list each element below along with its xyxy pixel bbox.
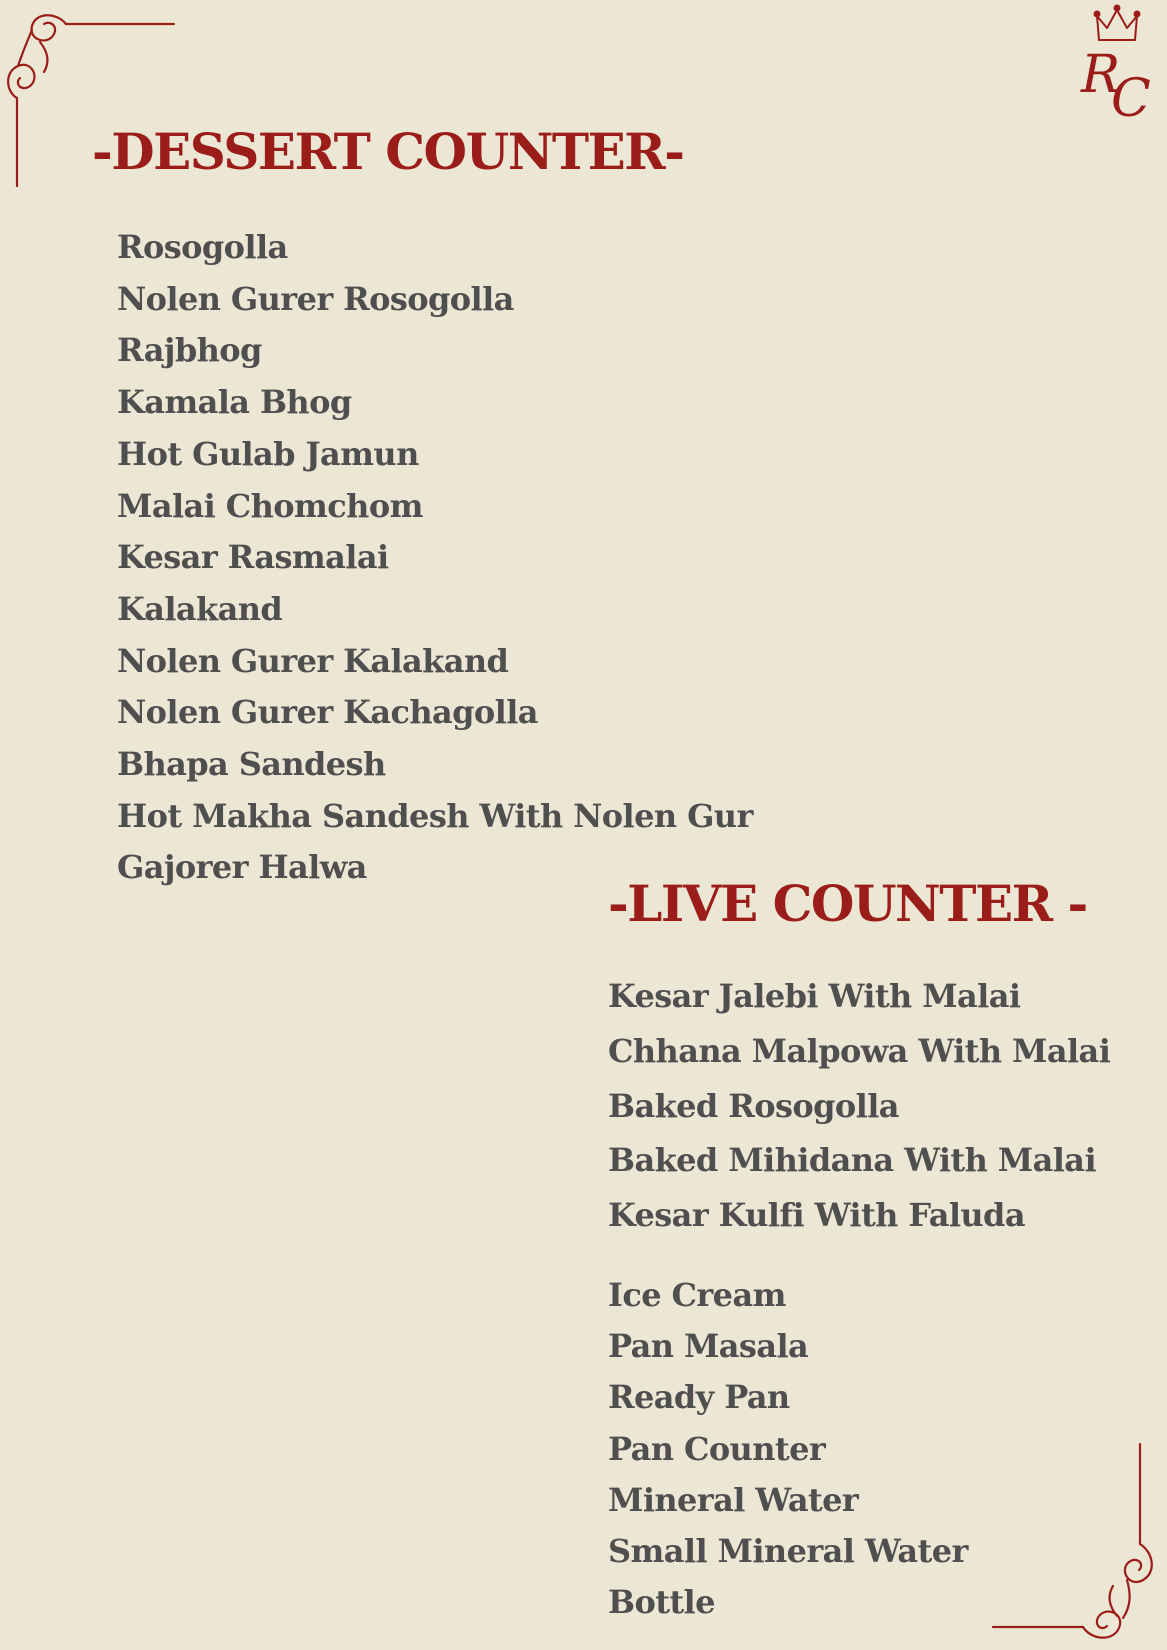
live-counter-title: -LIVE COUNTER - xyxy=(608,874,1087,933)
list-item: Kesar Kulfi With Faluda xyxy=(608,1196,1025,1235)
list-item: Kesar Rasmalai xyxy=(117,538,389,577)
list-item: Rosogolla xyxy=(117,228,288,266)
list-item: Kesar Jalebi With Malai xyxy=(608,977,1021,1015)
list-item: Rajbhog xyxy=(117,331,262,370)
list-item: Mineral Water xyxy=(608,1480,859,1519)
list-item: Nolen Gurer Kalakand xyxy=(117,641,509,680)
live-counter-list xyxy=(608,969,1110,1243)
dessert-counter-title: -DESSERT COUNTER- xyxy=(92,122,684,181)
list-item: Ice Cream xyxy=(608,1276,786,1314)
rc-crown-logo xyxy=(1077,4,1159,124)
list-item: Pan Masala xyxy=(608,1327,809,1366)
list-item: Nolen Gurer Rosogolla xyxy=(117,279,514,318)
list-item: Ready Pan xyxy=(608,1378,790,1417)
svg-text:C: C xyxy=(1111,69,1151,124)
list-item: Gajorer Halwa xyxy=(117,848,367,887)
list-item: Bottle xyxy=(608,1583,715,1622)
list-item: Bhapa Sandesh xyxy=(117,745,386,784)
list-item: Baked Rosogolla xyxy=(608,1086,899,1125)
corner-flourish-bottom-right xyxy=(967,1440,1167,1650)
list-item: Hot Makha Sandesh With Nolen Gur xyxy=(117,796,753,835)
list-item: Small Mineral Water xyxy=(608,1532,968,1571)
extras-list xyxy=(608,1270,968,1628)
list-item: Nolen Gurer Kachagolla xyxy=(117,693,538,732)
list-item: Kalakand xyxy=(117,589,283,628)
list-item: Malai Chomchom xyxy=(117,486,423,525)
list-item: Chhana Malpowa With Malai xyxy=(608,1031,1111,1070)
svg-text:R: R xyxy=(1081,45,1121,105)
dessert-counter-list xyxy=(117,222,753,894)
list-item: Hot Gulab Jamun xyxy=(117,434,419,473)
list-item: Pan Counter xyxy=(608,1429,826,1468)
list-item: Kamala Bhog xyxy=(117,383,352,422)
list-item: Baked Mihidana With Malai xyxy=(608,1141,1097,1180)
